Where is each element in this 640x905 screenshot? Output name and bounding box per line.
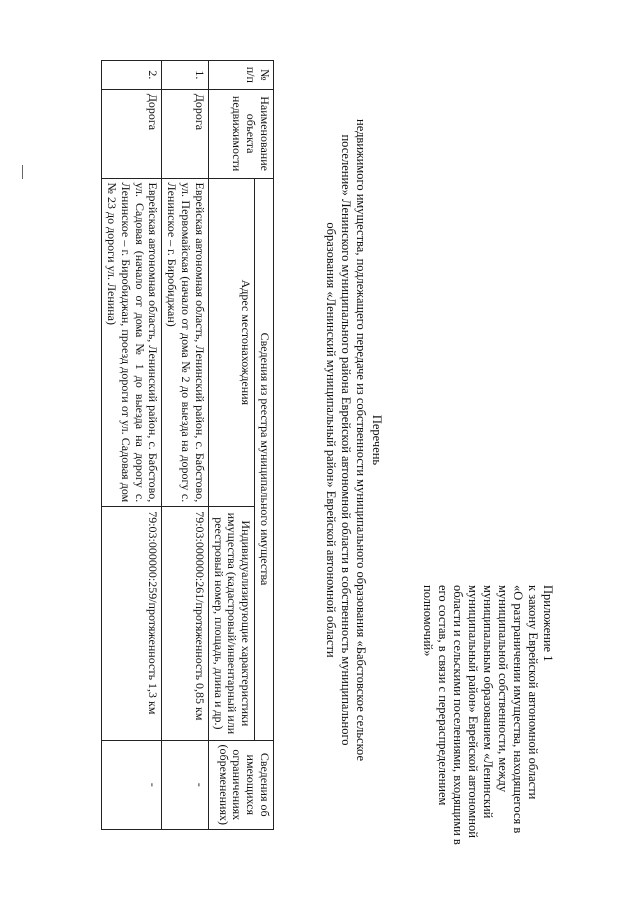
cell-num: 2. (102, 61, 162, 90)
header-encumbrances: Сведения об имеющихся ограничениях (обременениях) (208, 740, 273, 830)
table-row (102, 61, 162, 830)
appendix-line: полномочий» (421, 585, 435, 657)
appendix-line: муниципальный район» Еврейской автономной (466, 585, 480, 838)
cell-characteristics: 79:03:000000:259/протяженность 1,3 км (102, 507, 162, 740)
scan-mark (22, 165, 23, 179)
property-table (101, 60, 274, 830)
document-title (323, 40, 384, 840)
appendix-line: области и сельскими поселениями, входящими в (451, 585, 465, 845)
appendix-line: Приложение 1 (541, 585, 555, 662)
header-characteristics: Индивидуализирующие характеристики имущества (кадастровый/инвентарный или реестровый номер, площадь, длина и др.) (208, 507, 254, 740)
cell-encumbrances: - (102, 740, 162, 830)
appendix-line: его состав, в связи с перераспределением (436, 585, 450, 806)
appendix-block (420, 585, 555, 865)
cell-encumbrances: - (162, 740, 208, 830)
header-registry-group: Сведения из реестра муниципального имущества (255, 178, 274, 740)
header-address: Адрес местонахождения (208, 178, 254, 507)
table-header-row (255, 61, 274, 830)
cell-num: 1. (162, 61, 208, 90)
cell-name: Дорога (102, 89, 162, 178)
table-row (162, 61, 208, 830)
header-num: № п/п (208, 61, 273, 90)
title-line: недвижимого имущества, подлежащего передаче из собственности муниципального образования «Бабстовское сельское (354, 119, 368, 761)
appendix-line: «О разграничении имущества, находящегося в (511, 585, 525, 834)
appendix-line: муниципальной собственности, между (496, 585, 510, 793)
appendix-line: муниципальным образованием «Ленинский (481, 585, 495, 819)
rotated-document-page (20, 0, 640, 880)
header-name: Наименование объекта недвижимости (208, 89, 273, 178)
cell-address: Еврейская автономная область, Ленинский район, с. Бабстово, ул. Первомайская (начало от дома № 2 до выезда на дорогу с. Ленинское – г. Биробиджан) (162, 178, 208, 507)
appendix-line: к закону Еврейской автономной области (526, 585, 540, 800)
title-heading: Перечень (370, 414, 384, 466)
title-line: образования «Ленинский муниципальный район» Еврейской автономной области (324, 222, 338, 658)
cell-name: Дорога (162, 89, 208, 178)
title-line: поселение» Ленинского муниципального района Еврейской автономной области в собственность муниципального (339, 134, 353, 746)
cell-address: Еврейская автономная область, Ленинский район, с. Бабстово, ул. Садовая (начало от дома № 1 до выезда на дорогу с. Ленинское – г. Биробиджан, проезд дороги от ул. Садовая дом № 23 до дороги ул. Ленина) (102, 178, 162, 507)
cell-characteristics: 79:03:000000:261/протяженность 0,85 км (162, 507, 208, 740)
